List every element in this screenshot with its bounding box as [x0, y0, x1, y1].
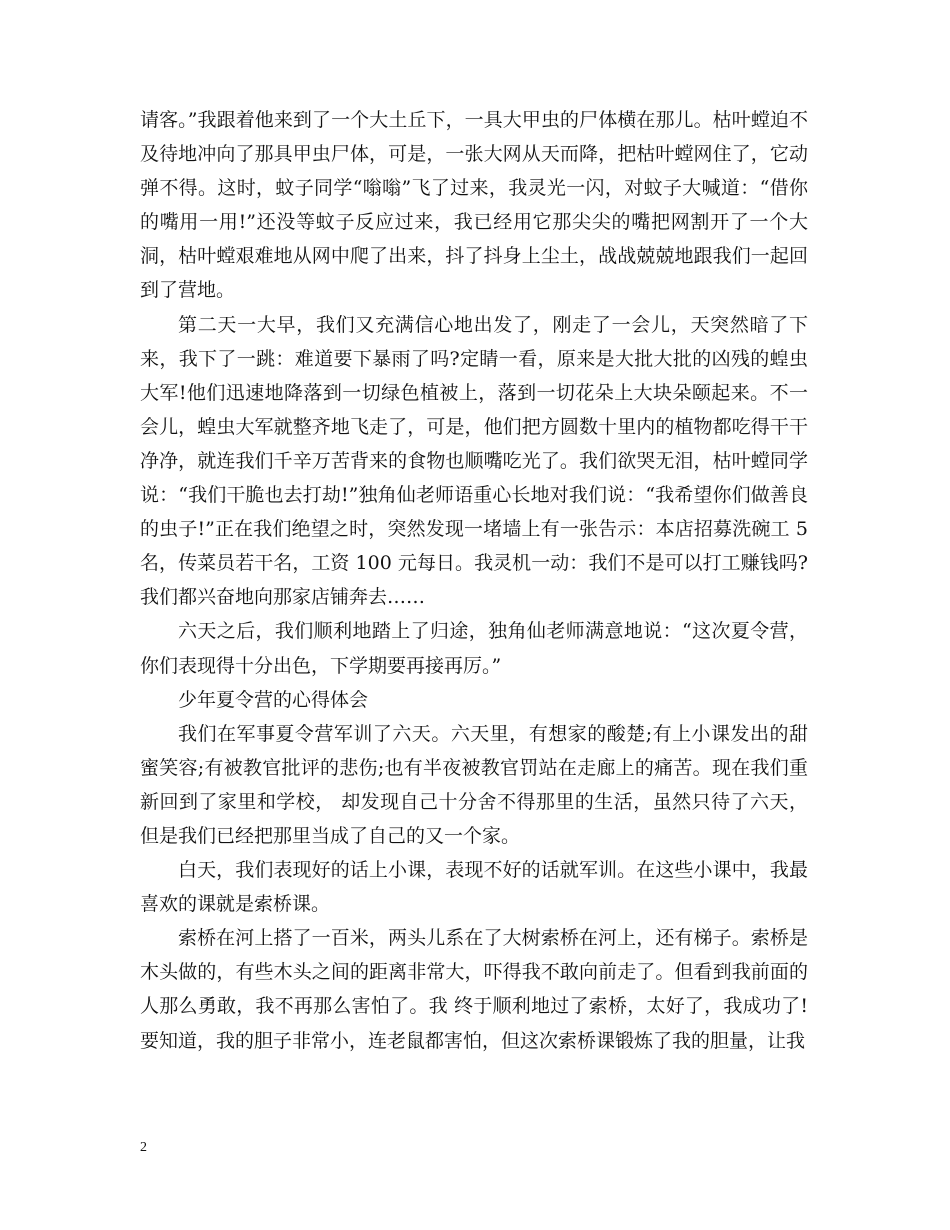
paragraph: 请客。”我跟着他来到了一个大土丘下，一具大甲虫的尸体横在那儿。枯叶螳迫不及待地冲向了那具甲虫尸体，可是，一张大网从天而降，把枯叶螳网住了，它动弹不得。这时，蚊子同学“嗡嗡”飞了过来，我灵光一闪，对蚊子大喊道：“借你的嘴用一用!”还没等蚊子反应过来，我已经用它那尖尖的嘴把网割开了一个大洞，枯叶螳艰难地从网中爬了出来，抖了抖身上尘土，战战兢兢地跟我们一起回到了营地。 — [140, 109, 808, 302]
paragraph: 第二天一大早，我们又充满信心地出发了，刚走了一会儿，天突然暗了下来，我下了一跳：难道要下暴雨了吗?定睛一看，原来是大批大批的凶残的蝗虫大军!他们迅速地降落到一切绿色植被上，落到一切花朵上大块朵颐起来。不一会儿，蝗虫大军就整齐地飞走了，可是，他们把方圆数十里内的植物都吃得干干净净，就连我们千辛万苦背来的食物也顺嘴吃光了。我们欲哭无泪，枯叶螳同学说：“我们干脆也去打劫!”独角仙老师语重心长地对我们说：“我希望你们做善良的虫子!”正在我们绝望之时，突然发现一堵墙上有一张告示：本店招募洗碗工 5 名，传菜员若干名，工资 100 元每日。我灵机一动：我们不是可以打工赚钱吗?我们都兴奋地向那家店铺奔去…… — [140, 313, 808, 609]
body-text — [140, 103, 808, 1058]
section-heading: 少年夏令营的心得体会 — [178, 688, 369, 711]
paragraph: 我们在军事夏令营军训了六天。六天里，有想家的酸楚;有上小课发出的甜蜜笑容;有被教官批评的悲伤;也有半夜被教官罚站在走廊上的痛苦。现在我们重新回到了家里和学校， 却发现自己十分舍不得那里的生活，虽然只待了六天，但是我们已经把那里当成了自己的又一个家。 — [140, 722, 808, 847]
paragraph: 六天之后，我们顺利地踏上了归途，独角仙老师满意地说：“这次夏令营，你们表现得十分出色，下学期要再接再厉。” — [140, 620, 808, 677]
paragraph: 白天，我们表现好的话上小课，表现不好的话就军训。在这些小课中，我最喜欢的课就是索桥课。 — [140, 859, 808, 916]
page-number: 2 — [140, 1140, 147, 1155]
paragraph: 索桥在河上搭了一百米，两头儿系在了大树索桥在河上，还有梯子。索桥是木头做的，有些木头之间的距离非常大，吓得我不敢向前走了。但看到我前面的人那么勇敢，我不再那么害怕了。我 终于顺利地过了索桥，太好了，我成功了!要知道，我的胆子非常小，连老鼠都害怕，但这次索桥课锻炼了我的胆量，让我 — [140, 927, 808, 1052]
